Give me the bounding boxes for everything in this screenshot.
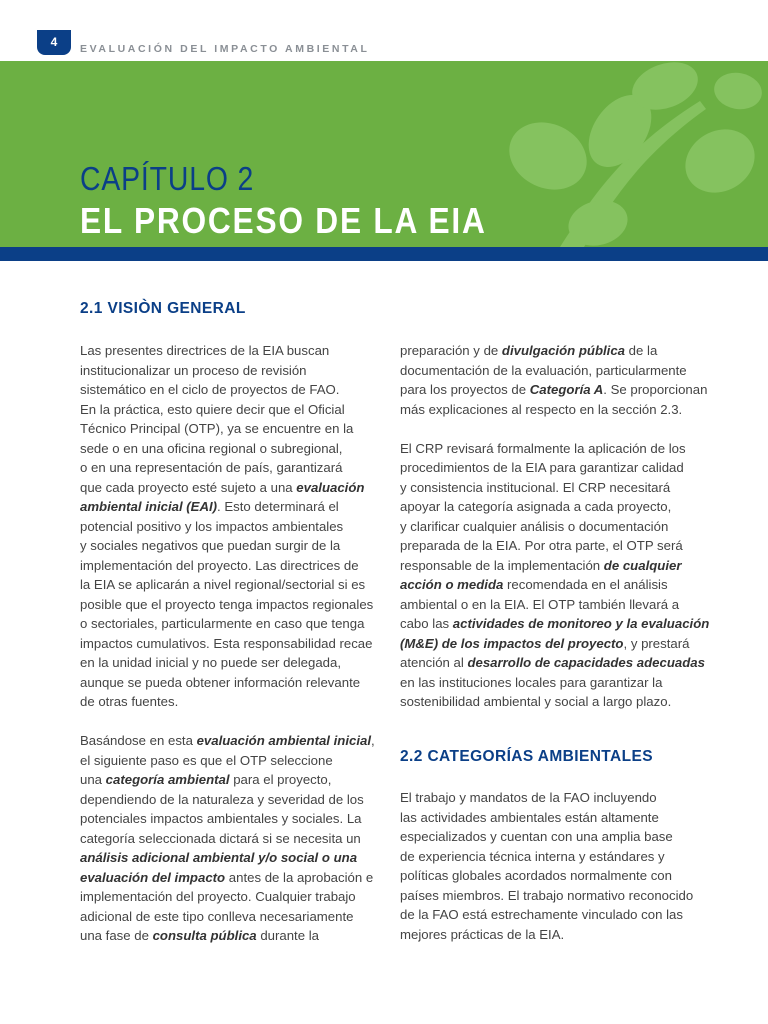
text-line: de otras fuentes. [80,694,179,709]
divider-bar [0,247,768,261]
text-line: implementación del proyecto. Cualquier trabajo [80,889,356,904]
text-line: cabo las actividades de monitoreo y la evaluación [400,616,710,631]
page-number: 4 [37,30,71,55]
text-line: ambiental o en la EIA. El OTP también llevará a [400,596,680,612]
text-line: una fase de consulta pública durante la [80,928,319,943]
text-line: que cada proyecto esté sujeto a una evaluación [80,479,365,495]
text-line: una categoría ambiental para el proyecto, [80,772,332,787]
chapter-title: EL PROCESO DE LA EIA [80,200,487,241]
text-line: categoría seleccionada dictará si se necesita un [80,830,361,846]
text-line: para los proyectos de Categoría A. Se proporcionan [400,382,708,397]
text-line: más explicaciones al respecto en la sección 2.3. [400,401,683,417]
text-line: institucionalizar un proceso de revisión [80,362,307,378]
text-line: mejores prácticas de la EIA. [400,926,565,942]
text-line: de la FAO está estrechamente vinculado con las [400,907,683,922]
text-line: atención al desarrollo de capacidades adecuadas [400,655,705,670]
text-line: países miembros. El trabajo normativo reconocido [400,887,694,903]
text-line: responsable de la implementación de cualquier [400,557,682,573]
paragraph [400,439,710,712]
text-line: impactos cumulativos. Esta responsabilidad recae [80,635,373,651]
paragraph [80,731,380,946]
right-column-lower [400,788,700,964]
text-line: El CRP revisará formalmente la aplicación de los [400,440,686,456]
text-line: preparación y de divulgación pública de la [400,343,658,358]
text-line: y consistencia institucional. El CRP necesitará [400,479,671,495]
text-line: en la unidad inicial y no puede ser delegada, [80,655,342,670]
text-line: las actividades ambientales están altamente [400,809,659,825]
text-line: sistemático en el ciclo de proyectos de FAO. [80,382,340,397]
text-line: políticas globales acordados normalmente con [400,868,672,883]
text-line: de experiencia técnica interna y estándares y [400,848,665,864]
text-line: o en una representación de país, garantizará [80,460,343,475]
text-line: la EIA se aplicarán a nivel regional/sectorial si es [80,577,366,592]
paragraph [80,341,380,712]
text-line: el siguiente paso es que el OTP seleccione [80,752,333,768]
text-line: en las instituciones locales para garantizar la [400,674,663,690]
left-column [80,341,380,965]
text-line: evaluación del impacto antes de la aprobación e [80,869,374,885]
text-line: posible que el proyecto tenga impactos regionales [80,596,374,612]
text-line: potencial positivo y los impactos ambientales [80,518,344,534]
text-line: procedimientos de la EIA para garantizar calidad [400,460,684,475]
text-line: El trabajo y mandatos de la FAO incluyendo [400,790,657,805]
chapter-number: CAPÍTULO 2 [80,160,255,197]
text-line: acción o medida recomendada en el análisis [400,577,668,592]
right-column [400,341,710,731]
section-heading: 2.1 VISIÒN GENERAL [80,300,246,317]
text-line: documentación de la evaluación, particularmente [400,362,687,378]
text-line: implementación del proyecto. Las directrices de [80,557,359,573]
paragraph [400,341,708,419]
running-header: EVALUACIÓN DEL IMPACTO AMBIENTAL [80,43,370,55]
text-line: sostenibilidad ambiental y social a largo plazo. [400,694,672,709]
text-line: dependiendo de la naturaleza y severidad de los [80,791,364,807]
text-line: y clarificar cualquier análisis o documentación [400,518,669,534]
text-line: apoyar la categoría asignada a cada proyecto, [400,499,672,514]
text-line: En la práctica, esto quiere decir que el Oficial [80,401,345,417]
text-line: Técnico Principal (OTP), ya se encuentre en la [80,421,354,436]
text-line: especializados y cuentan con una amplia base [400,829,673,844]
section-heading: 2.2 CATEGORÍAS AMBIENTALES [400,748,653,765]
text-line: aunque se pueda obtener información relevante [80,674,361,690]
text-line: o sectoriales, particularmente en caso que tenga [80,616,365,631]
text-line: Basándose en esta evaluación ambiental inicial, [80,733,375,748]
text-line: sede o en una oficina regional o subregional, [80,440,343,456]
text-line: potenciales impactos ambientales y sociales. La [80,811,362,826]
text-line: análisis adicional ambiental y/o social o una [80,850,358,865]
paragraph [400,788,700,944]
text-line: (M&E) de los impactos del proyecto, y prestará [400,635,690,651]
text-line: ambiental inicial (EAI). Esto determinará el [80,499,339,514]
text-line: adicional de este tipo conlleva necesariamente [80,908,354,924]
text-line: preparada de la EIA. Por otra parte, el OTP será [400,538,683,553]
text-line: Las presentes directrices de la EIA buscan [80,343,330,358]
text-line: y sociales negativos que puedan surgir de la [80,538,341,553]
